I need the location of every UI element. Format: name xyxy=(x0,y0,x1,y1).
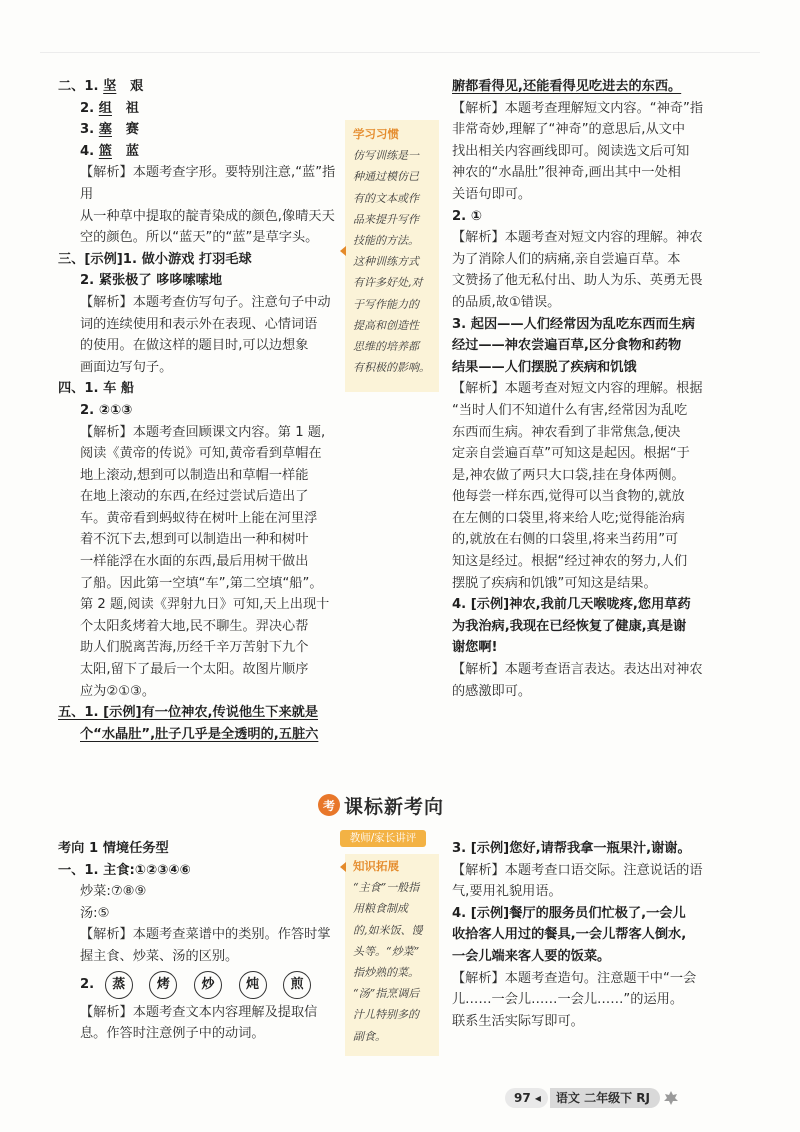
q4-2: 2. ②①③ xyxy=(80,402,133,418)
leaf-icon xyxy=(663,1090,679,1106)
left-column xyxy=(58,76,340,745)
q3-analysis: 【解析】本题考查仿写句子。注意句子中动 词的连续使用和表示外在表现、心情词语 的使用。在做这样的题目时,可以边想象 画面边写句子。 xyxy=(80,294,331,375)
q2-analysis: 【解析】本题考查字形。要特别注意,“蓝”指用 从一种草中提取的靛青染成的颜色,像晴天天 空的颜色。所以“蓝天”的“蓝”是草字头。 xyxy=(80,165,336,246)
q5-2: 2. ① xyxy=(452,208,482,224)
q3-1: 三、[示例]1. 做小游戏 打羽毛球 xyxy=(58,251,252,267)
q4-1: 四、1. 车 船 xyxy=(58,381,135,397)
knowledge-sidebar xyxy=(345,854,439,1056)
q4-analysis: 【解析】本题考查回顾课文内容。第 1 题, 阅读《黄帝的传说》可知,黄帝看到草帽在 地上滚动,想到可以制造出和草帽一样能 在地上滚动的东西,在经过尝试后造出了 车。黄帝看到蚂蚁待在树叶上能在河里浮 着不沉下去,想到可以制造出一种和树叶 一样能浮在水面的东西,最后用树干做出 了船。因此第一空填“车”,第二空填“船”。 第 2 题,阅读《羿射九日》可知,天上出现十 个太阳炙烤着大地,民不聊生。羿决心帮 助人们脱离苦海,历经千辛万苦射下九个 太阳,留下了最后一个太阳。故图片顺序 应为②①③。 xyxy=(80,424,330,699)
exam-badge-icon: 考 xyxy=(318,794,340,816)
circled-char: 烤 xyxy=(149,971,177,999)
circled-char: 蒸 xyxy=(105,971,133,999)
bottom-right-column xyxy=(452,838,740,1032)
right-column xyxy=(452,76,740,702)
section-title: 课标新考向 xyxy=(344,795,445,818)
q2-4: 4. 篮 蓝 xyxy=(80,143,139,159)
q2-2: 2. 组 祖 xyxy=(80,100,139,116)
q2-1: 二、1. 坚 艰 xyxy=(58,79,144,94)
q3-2: 2. 紧张极了 哆哆嗦嗦地 xyxy=(80,273,223,289)
sidebar-title: 学习习惯 xyxy=(353,127,399,141)
sidebar-title: 知识拓展 xyxy=(353,859,399,873)
type-heading: 考向 1 情境任务型 xyxy=(58,841,169,856)
q4: 4. [示例]餐厅的服务员们忙极了,一会儿 收拾客人用过的餐具,一会儿帮客人倒水, 一会儿端来客人要的饭菜。 xyxy=(452,905,687,964)
q5-1-analysis: 【解析】本题考查理解短文内容。“神奇”指 非常奇妙,理解了“神奇”的意思后,从文中 找出相关内容画线即可。阅读选文后可知 神农的“水晶肚”很神奇,画出其中一处相 关语句即可。 xyxy=(452,100,704,202)
q5-3: 3. 起因——人们经常因为乱吃东西而生病 经过——神农尝遍百草,区分食物和药物 结果——人们摆脱了疾病和饥饿 xyxy=(452,316,695,375)
q1-1-stirfry: 炒菜:⑦⑧⑨ xyxy=(80,884,147,900)
teacher-parent-tag: 教师/家长讲评 xyxy=(340,830,426,847)
q5-1: 五、1. [示例]有一位神农,传说他生下来就是 个“水晶肚”,肚子几乎是全透明的,五脏六 xyxy=(58,705,319,742)
page-footer xyxy=(505,1087,679,1109)
section-banner xyxy=(318,792,444,818)
sidebar-text: “主食”一般指 用粮食制成 的,如米饭、馒 头等。“炒菜” 指炒熟的菜。 “汤”指烹调后 汁儿特别多的 副食。 xyxy=(353,881,423,1043)
q5-3-analysis: 【解析】本题考查对短文内容的理解。根据 “当时人们不知道什么有害,经常因为乱吃 东西而生病。神农看到了非常焦急,便决 定亲自尝遍百草”可知这是起因。根据“于 是,神农做了两只大口袋,挂在身体两侧。 他每尝一样东西,觉得可以当食物的,就放 在左侧的口袋里,将来给人吃;觉得能治病 的,就放在右侧的口袋里,将来当药用”可 知这是经过。根据“经过神农的努力,人们 摆脱了疾病和饥饿”可知这是结果。 xyxy=(452,381,703,591)
bottom-left-column xyxy=(58,838,340,1045)
sidebar-text: 仿写训练是一 种通过模仿已 有的文本或作 品来提升写作 技能的方法。 这种训练方式 有许多好处,对 于写作能力的 提高和创造性 思维的培养都 有积极的影响。 xyxy=(353,149,430,375)
q5-4: 4. [示例]神农,我前几天喉咙疼,您用草药 为我治病,我现在已经恢复了健康,真是谢 谢您啊! xyxy=(452,597,691,656)
q2-3: 3. 塞 赛 xyxy=(80,122,139,138)
q4-analysis: 【解析】本题考查造句。注意题干中“一会 儿……一会儿……一会儿……”的运用。 联系生活实际写即可。 xyxy=(452,970,697,1029)
circled-char: 煎 xyxy=(283,971,311,999)
q1-1-analysis: 【解析】本题考查菜谱中的类别。作答时掌 握主食、炒菜、汤的区别。 xyxy=(80,927,331,964)
top-divider xyxy=(40,52,760,53)
page-number: 97 ◂ xyxy=(505,1088,548,1108)
q5-2-analysis: 【解析】本题考查对短文内容的理解。神农 为了消除人们的病痛,亲自尝遍百草。本 文赞扬了他无私付出、助人为乐、英勇无畏 的品质,故①错误。 xyxy=(452,230,703,310)
q1-1: 一、1. 主食:①②③④⑥ xyxy=(58,862,191,878)
q1-2-analysis: 【解析】本题考查文本内容理解及提取信 息。作答时注意例子中的动词。 xyxy=(80,1004,318,1042)
circled-char: 炒 xyxy=(194,971,222,999)
circled-char: 炖 xyxy=(239,971,267,999)
book-label: 语文 二年级下 RJ xyxy=(550,1088,660,1108)
sidebar-pointer-icon xyxy=(340,246,346,256)
q5-4-analysis: 【解析】本题考查语言表达。表达出对神农 的感激即可。 xyxy=(452,662,703,699)
q5-1-continued: 腑都看得见,还能看得见吃进去的东西。 xyxy=(452,79,682,94)
q3: 3. [示例]您好,请帮我拿一瓶果汁,谢谢。 xyxy=(452,841,691,856)
q1-2: 2. 蒸 烤 炒 炖 煎 xyxy=(58,968,340,1002)
q1-1-soup: 汤:⑤ xyxy=(80,905,110,921)
study-habit-sidebar xyxy=(345,120,439,392)
q3-analysis: 【解析】本题考查口语交际。注意说话的语 气,要用礼貌用语。 xyxy=(452,862,703,900)
sidebar-pointer-icon xyxy=(340,862,346,872)
